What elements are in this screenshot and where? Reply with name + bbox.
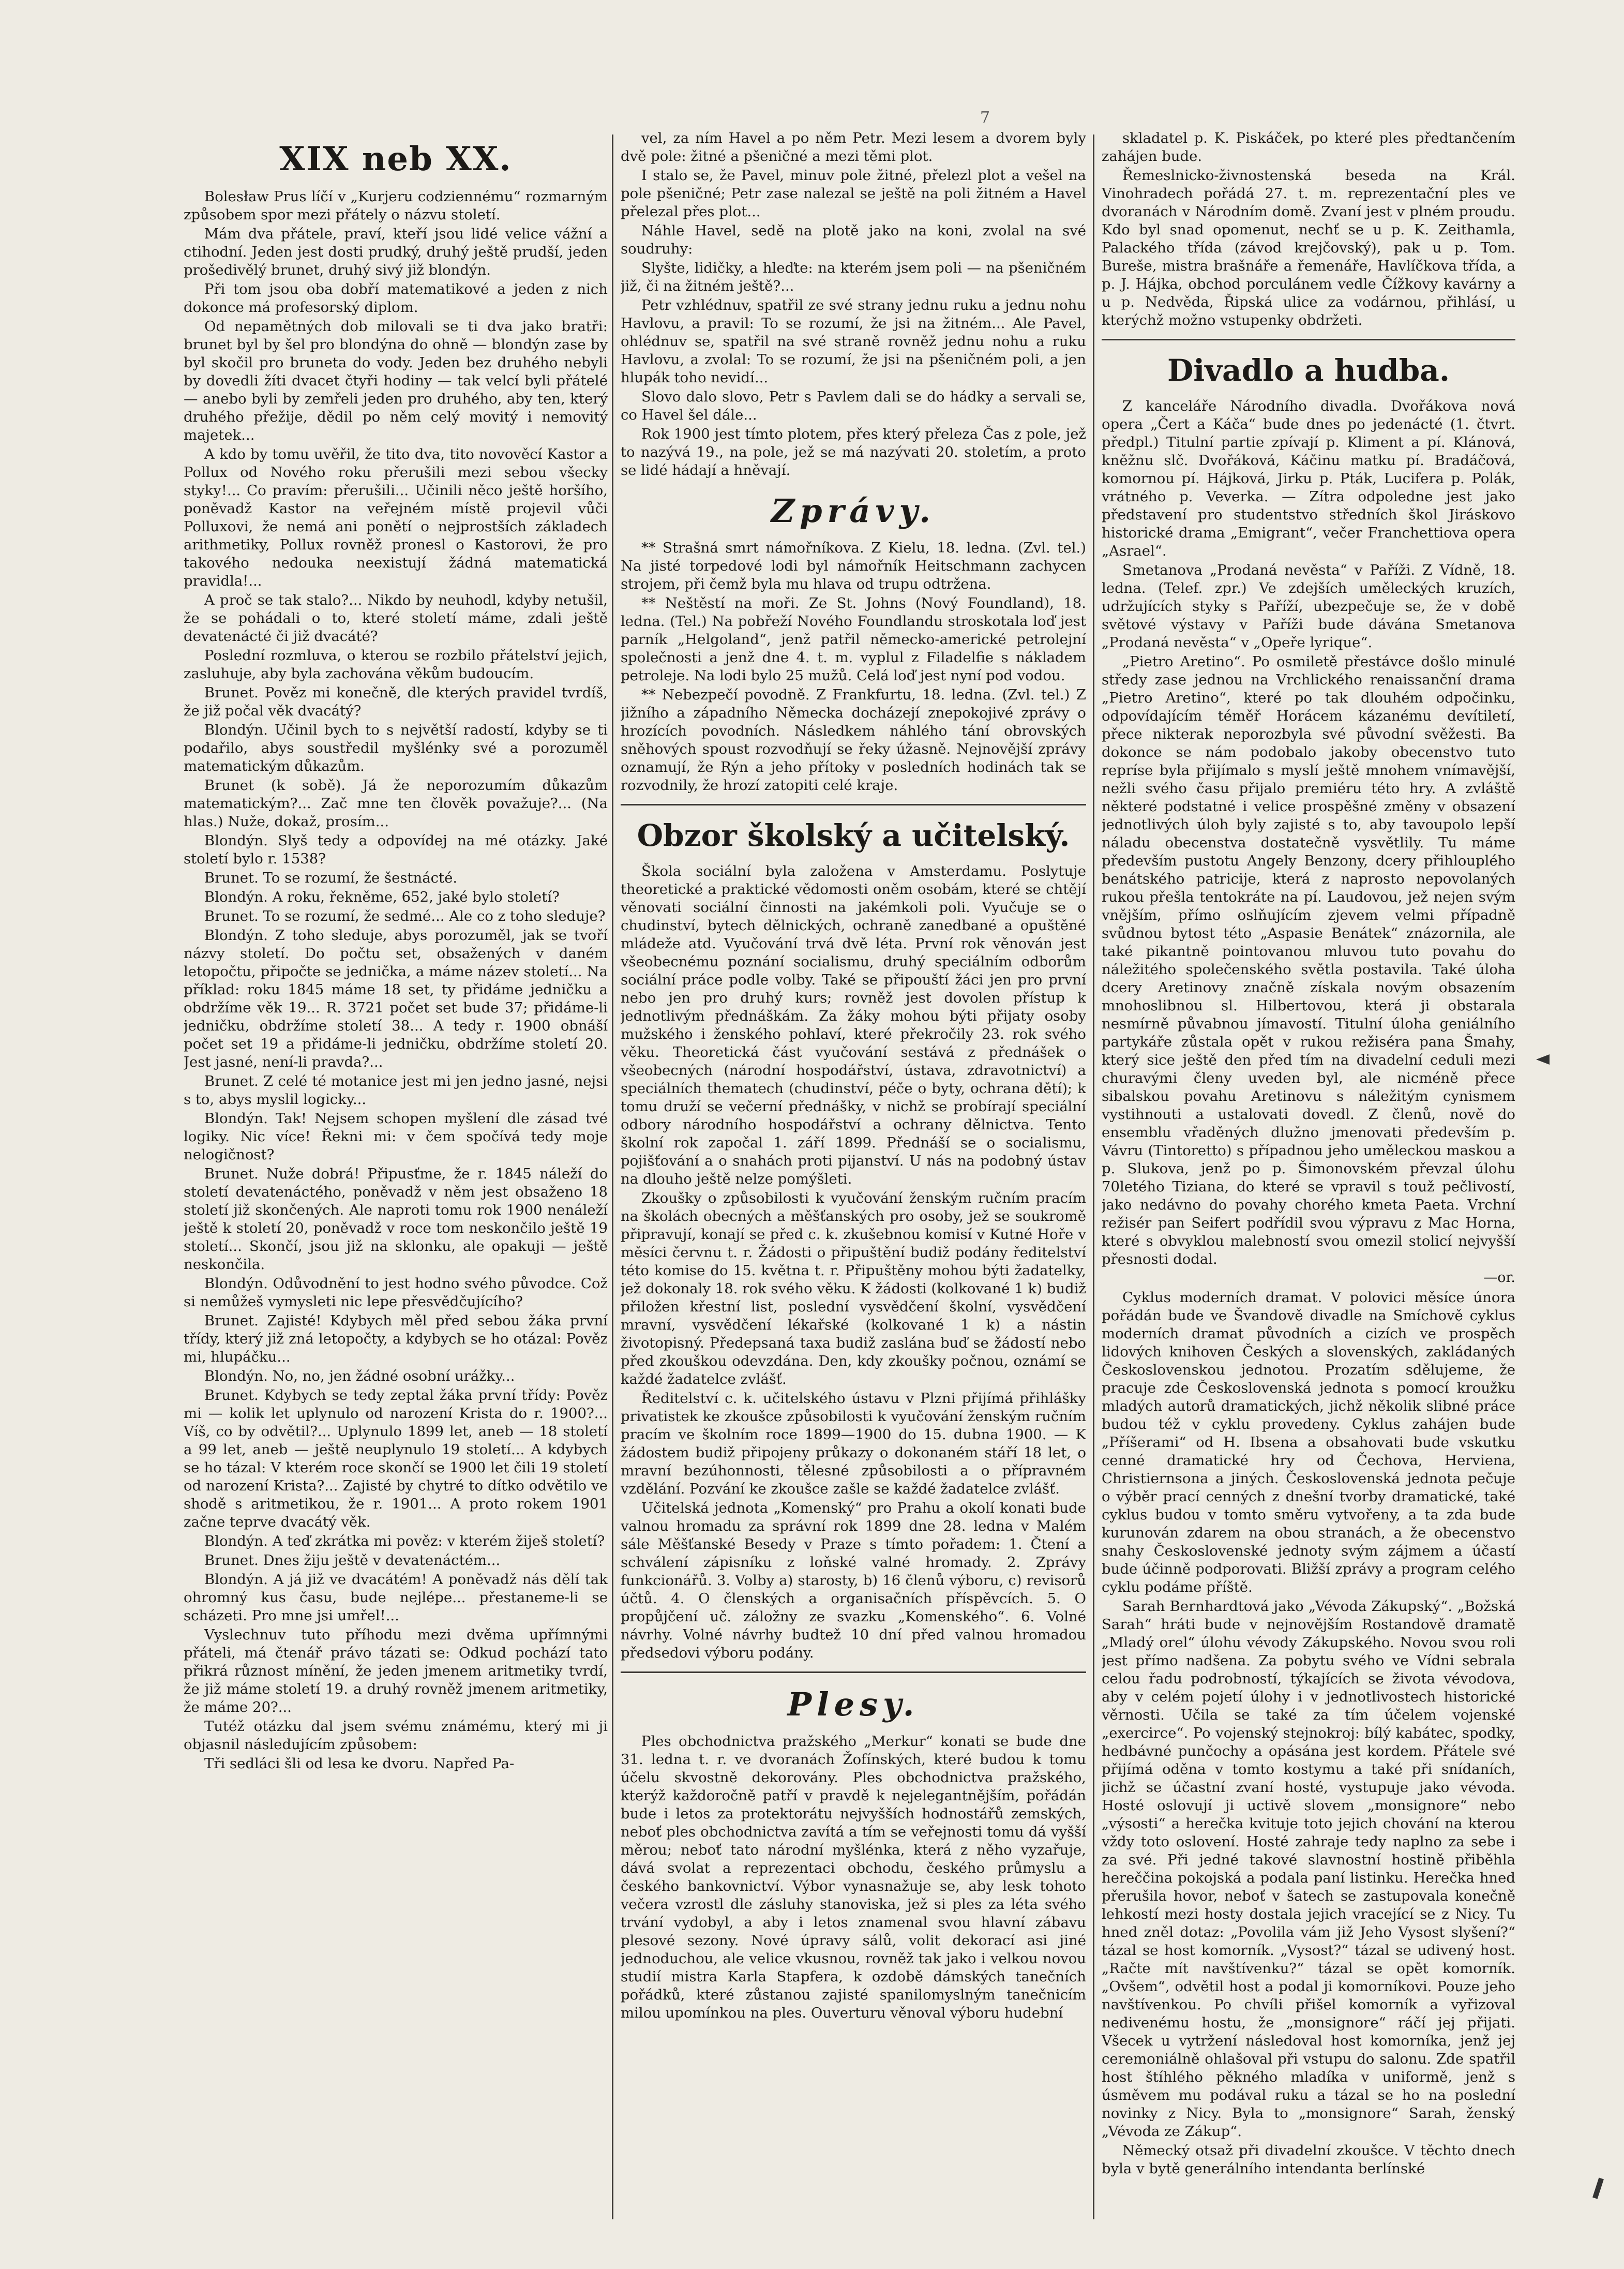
paragraph: Při tom jsou oba dobří matematikové a jeden z nich dokonce má profesorský diplom. xyxy=(184,281,608,316)
paragraph: Brunet. Kdybych se tedy zeptal žáka první třídy: Pověz mi — kolik let uplynulo od narození Krista do r. 1900?... Víš, co by odvětil?... Uplynulo 1899 let, aneb — 18 století a 99 let, aneb — ještě neuplynulo 19 století... A kdybych se ho tázal: V kterém roce skončí se 1900 let čili 19 století od narození Krista?... Zajisté by chytré to dítko odvětilo ve shodě s aritmetikou, že r. 1901... A proto rokem 1901 začne teprve dvacátý věk. xyxy=(184,1387,608,1530)
paragraph: Blondýn. No, no, jen žádné osobní urážky... xyxy=(204,1368,515,1384)
balls-section xyxy=(621,1733,1086,2022)
divider xyxy=(621,1671,1086,1673)
left-arrow-icon xyxy=(1536,1054,1550,1065)
column-rule xyxy=(1093,135,1094,2219)
paragraph: Mám dva přátele, praví, kteří jsou lidé velice vážní a ctihodní. Jeden jest dosti prudký, druhý ještě prudší, jeden prošedivělý brunet, druhý sivý již blondýn. xyxy=(184,226,608,278)
paragraph: Brunet. Pověz mi konečně, dle kterých pravidel tvrdíš, že již počal věk dvacátý? xyxy=(184,684,608,719)
news-section xyxy=(621,539,1086,795)
theatre-item: Cyklus moderních dramat. V polovici měsíce února pořádán bude ve Švandově divadle na Smíchově cyklus moderních dramat původních a cizích ve prospěch lidových knihoven Českých a slovenských, zakládaných Československou jednotou. Prozatím sdělujeme, že pracuje zde Československá jednota s pomocí kroužku mladých autorů dramatických, jichž několik slibné práce budou též v cyklu provedeny. Cyklus zahájen bude „Příšerami“ od H. Ibsena a obsahovati bude vskutku cenné dramatické hry od Čechova, Herviena, Christiernsona a jiných. Československá jednota pečuje o výběr prací cenných z dnešní tvorby dramatické, také cyklus budou v tomto směru vytvořeny, a ta zda bude kurunován zdarem na obou stranách, a že obecenstvo snahy Československé jednoty svým zájmem a účastí bude účinně podporovati. Bližší zprávy a program celého cyklu podáme příště. xyxy=(1102,1289,1515,1595)
paragraph: Brunet. Dnes žiju ještě v devatenáctém... xyxy=(204,1552,501,1569)
paragraph: Slovo dalo slovo, Petr s Pavlem dali se do hádky a servali se, co Havel šel dále... xyxy=(621,389,1086,423)
author-signature: —or. xyxy=(1483,1270,1515,1286)
theatre-item: Německý otsaž při divadelní zkoušce. V těchto dnech byla v bytě generálního intendanta berlínské xyxy=(1102,2142,1515,2177)
paragraph: I stalo se, že Pavel, minuv pole žitné, přelezl plot a vešel na pole pšeničné; Petr zase nalezal se ještě na poli žitném a Havel přelezal přes plot... xyxy=(621,167,1086,220)
school-item: Škola sociální byla založena v Amsterdamu. Poslytuje theoretické a praktické vědomosti oněm osobám, které se chtějí věnovati sociální činnosti na jakémkoli poli. Vyučuje se o chudinství, bytech dělnických, ochraně zanedbané a opuštěné mládeže atd. Vyučování trvá dvě léta. První rok věnován jest všeobecnému poznání socialismu, druhý speciálním odborům sociální práce podle volby. Také se připouští žáci jen pro první nebo jen pro druhý kurs; rovněž jest dovolen přístup k jednotlivým přednáškám. Za žáky mohou býti přijaty osoby mužského i ženského pohlaví, které překročily 23. rok svého věku. Theoretická část vyučování sestává z přednášek o všeobecných (národní hospodářství, ústava, zdravotnictví) a speciálních thematech (chudinství, péče o byty, ochrana dětí); k tomu druží se večerní přednášky, v nichž se probírají speciální odbory národního hospodářství a ochrany dělnictva. Tento školní rok započal 1. září 1899. Přednáší se o socialismu, pojišťování a o snahách proti pijanství. U nás na podobný ústav na dlouho ještě nelze pomýšleti. xyxy=(621,863,1086,1187)
paragraph: Řemeslnicko-živnostenská beseda na Král. Vinohradech pořádá 27. t. m. reprezentační ples ve dvoranách v Národním domě. Zvaní jest v plném proudu. Kdo byl snad opomenut, nechť se u p. K. Zeithamla, Palackého třída (závod krejčovský), pak u p. Tom. Bureše, mistra brašnáře a řemenáře, Havlíčkova třída, a p. J. Hájka, obchod porculánem vedle Čížkovy kavárny a u p. Nedvěda, Řipská ulice za vodárnou, přihlásí, u kterýchž možno vstupenky obdržeti. xyxy=(1102,167,1515,329)
paragraph: Bolesław Prus líčí v „Kurjeru codziennému“ rozmarným způsobem spor mezi přátely o názvu století. xyxy=(184,188,608,223)
paragraph: Brunet (k sobě). Já že neporozumím důkazům matematickým?... Zač mne ten člověk považuje?... (Na hlas.) Nuže, dokaž, prosím... xyxy=(184,777,608,830)
theatre-section xyxy=(1102,397,1515,1268)
news-item: ** Neštěstí na moři. Ze St. Johns (Nový Foundland), 18. ledna. (Tel.) Na pobřeží Nového Foundlandu stroskotala loď jest parník „Helgoland“, jenž patřil německo-americké petrolejní společnosti a jenž dne 4. t. m. vyplul z Filadelfie s nákladem petroleje. Na lodi bylo 25 mužů. Celá loď jest nyní pod vodou. xyxy=(621,595,1086,684)
paragraph: Brunet. Z celé té motanice jest mi jen jedno jasné, nejsi s to, abys myslil logicky... xyxy=(184,1073,608,1108)
paragraph: A kdo by tomu uvěřil, že tito dva, tito novověcí Kastor a Pollux od Nového roku přerušili mezi sebou všecky styky!... Co pravím: přerušili... Učinili něco ještě horšího, poněvadž Kastor na veřejném místě projevil vůči Polluxovi, že nemá ani ponětí o nejprostších základech arithmetiky, Pollux rovněž pronesl o Kastorovi, že pro takového nedouka neexistují žádná matematická pravidla!... xyxy=(184,446,608,589)
paragraph: Rok 1900 jest tímto plotem, přes který přeleza Čas z pole, jež to nazývá 19., na pole, jež se má nazývati 20. stoletím, a proto se lidé hádají a hněvají. xyxy=(621,426,1086,479)
paragraph: vel, za ním Havel a po něm Petr. Mezi lesem a dvorem byly dvě pole: žitné a pšeničné a mezi těmi plot. xyxy=(621,130,1086,165)
article-title: XIX neb XX. xyxy=(279,140,512,178)
theatre-item: Sarah Bernhardtová jako „Vévoda Zákupský“. „Božská Sarah“ hráti bude v nejnovějším Rostandově dramatě „Mladý orel“ úlohu vévody Zákupského. Novou svou roli jest přímo nadšena. Za pobytu svého ve Vídni sebrala celou řadu podrobností, týkajících se života vévodova, aby v celém pojetí úlohy i v jednotlivostech historické věrnosti. Učila se také za tím účelem vojenské „exercirce“. Po vojenský stejnokroj: bílý kabátec, spodky, hedbávné punčochy a opásána jest kordem. Přátele své přijímá oděna v tomto kostymu a také při snídaních, jichž se účastní zvaní hosté, vystupuje jako vévoda. Hosté oslovují ji uctivě slovem „monsignore“ nebo „výsosti“ a herečka kvituje toto jejich chování na kterou vždy toto oslovení. Hosté zahraje tedy naplno za sebe i za své. Při jedné takové slavnostní hostině přiběhla hereččina pokojská a podala paní listinku. Herečka hned přerušila hovor, neboť v šatech se zastupovala konečně lehkostí mezi hosty dostala jejich vracející se z Nicy. Tu hned zněl dotaz: „Povolila vám již Jeho Vysost slyšení?“ tázal se host komorník. „Vysost?“ tázal se udivený host. „Račte mít navštívenku?“ tázal se opět komorník. „Ovšem“, odvětil host a podal ji komorníkovi. Pouze jeho navštívenkou. Po chvíli přišel komorník a vyřizoval nedivenému hostu, že „monsignore“ ráčí jej přijati. Všecek u vytržení následoval host komorníka, jenž jej ceremoniálně ohlašoval při vstupu do salonu. Zde spatřil host štíhlého pěkného mladíka v uniformě, jenž s úsměvem mu podával ruku a tázal se ho na poslední novinky z Nicy. Byla to „monsignore“ Sarah, ženský „Vévoda ze Zákup“. xyxy=(1102,1598,1515,2140)
theatre-item: Smetanova „Prodaná nevěsta“ v Paříži. Z Vídně, 18. ledna. (Telef. zpr.) Ve zdejších uměleckých kruzích, udržujících styky s Paříží, ubezpečuje se, že v době světové výstavy v Paříži bude dávána Smetanova „Prodaná nevěsta“ v „Opeře lyrique“. xyxy=(1102,562,1515,651)
section-title-theatre: Divadlo a hudba. xyxy=(1167,353,1450,388)
paragraph: skladatel p. K. Piskáček, po které ples předtančením zahájen bude. xyxy=(1102,130,1515,165)
paragraph: Blondýn. Učinil bych to s největší radostí, kdyby se ti podařilo, abys soustředil myšlénky své a porozuměl matematickým důkazům. xyxy=(184,722,608,774)
corner-mark-icon xyxy=(1592,2177,1604,2199)
paragraph: Vyslechnuv tuto příhodu mezi dvěma upřímnými přáteli, má čtenář právo tázati se: Odkud pochází tato přikrá různost mínění, že jeden jmenem aritmetiky tvrdí, že již máme století 19. a druhý rovněž jmenem aritmetiky, že máme 20?... xyxy=(184,1626,608,1715)
theatre-item: „Pietro Aretino“. Po osmiletě přestávce došlo minulé středy zase jednou na Vrchlického renaissanční drama „Pietro Aretino“, které po tak dlouhém odpočinku, odpovídajícím téměř Horácem kázanému devítiletí, přece nikterak neporozbyla své původní svěžesti. Ba dokonce se nám podobalo jakoby obecenstvo tuto repríse byla přijímalo s myslí ještě mnohem vnímavější, nežli svého času přijalo premiéru této hry. A zvláště některé podstatné i velice prospěšné změny v obsazení jednotlivých úloh byly zajisté s to, aby tavoupolo lepší náladu obecenstva dostatečně vysvětlily. Tu máme především pustotu Angely Benzony, dcery přihlouplého benátského patricije, která z naprosto nepovolaných rukou přešla tentokráte na pí. Laudovou, jež nejen svým vnějším, přímo oslňujícím zjevem velmi případně svůdnou bytost této „Aspasie Benátek“ znázornila, ale také pikantně pointovanou mluvou tuto povahu do náležitého společenského světla postavila. Také úloha dcery Aretinovy značně získala novým obsazením mnohoslibnou sl. Hilbertovou, která ji obstarala nesmírně půvabnou jímavostí. Titulní úloha geniálního partykáře zůstala opět v rukou režiséra pana Šmahy, který sice ještě den před tím na divadelní ceduli mezi churavými členy uveden byl, ale nicméně přece sibalskou povahu Aretinovu s náležitým cynismem vystihnouti a ustalovati dovedl. Z členů, nově do ensemblu vřaděných dlužno jmenovati především p. Vávru (Tintoretto) s případnou jeho uměleckou maskou a p. Slukova, jenž po p. Šimonovském převzal úlohu 70letého Tiziana, do které se vpravil s touž pečlivostí, jako nedávno do povahy chorého kmeta Paeta. Vrchní režisér pan Seifert podřídil svou výpravu z Mac Horna, které s obvyklou malebností svou omezil stolicí nejvyšší přesnosti dodal. xyxy=(1102,653,1515,1267)
news-item: ** Nebezpečí povodně. Z Frankfurtu, 18. ledna. (Zvl. tel.) Z jižního a západního Německa docházejí znepokojivé zprávy o hrozících povodních. Následkem náhlého tání obrovských sněhových spoust rozvodňují se řeky úžasně. Nejnovější zprávy oznamují, že Rýn a jeho přítoky v posledních hodinách tak se rozvodnily, že hrozí zatopiti celé kraje. xyxy=(621,686,1086,794)
balls-continuation xyxy=(1102,129,1515,330)
paragraph: Petr vzhlédnuv, spatřil ze své strany jednu ruku a jednu nohu Havlovu, a pravil: To se rozumí, že jsi na žitném... Ale Pavel, ohlédnuv se, spatřil na své straně rovněž jednu nohu a ruku Havlovu, a zvolal: To se rozumí, že jsi na pšeničném poli, a jen hlupák toho nevidí... xyxy=(621,297,1086,386)
paragraph: A proč se tak stalo?... Nikdo by neuhodl, kdyby netušil, že se pohádali o to, které století máme, zdali ještě devatenácté či již dvacáté? xyxy=(184,592,608,645)
column-3 xyxy=(1102,129,1515,2209)
paragraph: Brunet. Zajisté! Kdybych měl před sebou žáka první třídy, který již zná letopočty, a kdybych se ho otázal: Pověz mi, hlupáčku... xyxy=(184,1312,608,1365)
school-item: Zkoušky o způsobilosti k vyučování ženským ručním pracím na školách obecných a měšťanských pro osoby, jež se soukromě připravují, konají se před c. k. zkušebnou komisí v Kutné Hoře v měsíci červnu t. r. Žádosti o připuštění budiž podány ředitelství této komise do 15. května t. r. Připuštěny mohou býti žadatelky, jež dokonaly 18. rok svého věku. K žádosti (kolkované 1 k) budiž přiložen křestní list, poslední vysvědčení školní, vysvědčení mravní, vysvědčení lékařské (kolkované 1 k) a nástin životopisný. Předepsaná taxa budiž zaslána buď se žádostí nebo před zkouškou odevzdána. Den, kdy zkoušky počnou, oznámí se každé žadatelce zvlášť. xyxy=(621,1190,1086,1387)
paragraph: Slyšte, lidičky, a hleďte: na kterém jsem poli — na pšeničném již, či na žitném ještě?... xyxy=(621,260,1086,294)
paragraph: Brunet. Nuže dobrá! Připusťme, že r. 1845 náleží do století devatenáctého, poněvadž v něm jest obsaženo 18 století již skončených. Ale naproti tomu rok 1900 nenáleží ještě k století 20, poněvadž v roce tom neskončilo ještě 19 století... Skončí, jsou již na sklonku, ale opakuji — ještě neskončila. xyxy=(184,1166,608,1273)
paragraph: Blondýn. A já již ve dvacátém! A poněvadž nás dělí tak ohromný kus času, bude nejlépe... přestaneme-li se scházeti. Pro mne jsi umřel!... xyxy=(184,1571,608,1624)
paragraph: Od nepamětných dob milovali se ti dva jako bratři: brunet byl by šel pro blondýna do ohně — blondýn zase by byl skočil pro bruneta do vody. Jeden bez druhého nebyli by dovedli žíti dvacet čtyři hodiny — tak velcí byli přátelé — anebo byli by zemřeli jeden pro druhého, aby ten, který druhého přežije, dědil po něm celý movitý i nemovitý majetek... xyxy=(184,318,608,443)
school-section xyxy=(621,862,1086,1662)
paragraph: Blondýn. Odůvodnění to jest hodno svého původce. Což si nemůžeš vymysleti nic lepe přesvědčujícího? xyxy=(184,1275,608,1310)
paragraph: Tři sedláci šli od lesa ke dvoru. Napřed Pa- xyxy=(204,1755,515,1772)
theatre-item: Z kanceláře Národního divadla. Dvořákova nová opera „Čert a Káča“ bude dnes po jedenácté (1. čtvrt. předpl.) Titulní partie zpívají p. Kliment a pí. Klánová, kněžnu slč. Dvořáková, Káčinu matku pí. Bradáčová, komornou pí. Hájková, Jirku p. Pták, Lucifera p. Polák, vrátného p. Veverka. — Zítra odpoledne jest jako představení pro studentstvo středních škol Jiráskovo historické drama „Emigrant“, večer Franchettiova opera „Asrael“. xyxy=(1102,398,1515,559)
section-title-school: Obzor školský a učitelský. xyxy=(637,818,1070,853)
paragraph: Blondýn. Tak! Nejsem schopen myšlení dle zásad tvé logiky. Nic více! Řekni mi: v čem spočívá tedy moje nelogičnost? xyxy=(184,1110,608,1163)
news-item: ** Strašná smrt námořníkova. Z Kielu, 18. ledna. (Zvl. tel.) Na jisté torpedové lodi byl námořník Heitschmann zachycen strojem, při čemž byla mu hlava od trupu odtržena. xyxy=(621,540,1086,592)
theatre-section-continued xyxy=(1102,1289,1515,2178)
paragraph: Brunet. To se rozumí, že sedmé... Ale co z toho sleduje? xyxy=(204,908,606,924)
paragraph: Blondýn. Z toho sleduje, abys porozuměl, jak se tvoří názvy století. Do počtu set, obsažených v daném letopočtu, připočte se jednička, a máme název století... Na příklad: roku 1845 máme 18 set, ty přidáme jedničku a obdržíme věk 19... R. 3721 počet set bude 37; přidáme-li jedničku, obdržíme století 38... A tedy r. 1900 obnáší počet set 19 a přidáme-li jedničku, obdržíme století 20. Jest jasné, není-li pravda?... xyxy=(184,927,608,1070)
article-body xyxy=(184,188,608,1773)
ball-item: Ples obchodnictva pražského „Merkur“ konati se bude dne 31. ledna t. r. ve dvoranách Žofínských, které budou k tomu účelu skvostně dekorovány. Ples obchodnictva pražského, kterýž každoročně patří v pravdě k nejelegantnějším, pořádán bude i letos za protektorátu nejvyšších hodnostářů zemských, neboť ples obchodnictva zavítá a tím se veřejnosti tomu dá vyšší měrou; neboť tato národní myšlénka, která z něho vyzařuje, dává svolat a reprezentaci obchodu, českého průmyslu a českého bankovnictví. Výbor vynasnažuje se, aby lesk tohoto večera vzrostl dle zásluhy stanoviska, jež si ples za léta svého trvání vydobyl, a aby i letos znamenal svou hlavní zábavu plesové sezony. Nové úpravy sálů, volit dekorací asi jiné jednoduchou, ale velice vkusnou, rovněž tak jako i velkou novou studií mistra Karla Stapfera, k ozdobě dámských tanečních pořádků, které zůstanou zajisté spanilomyslným tanečnicím milou upomínkou na ples. Ouverturu věnoval výboru hudební xyxy=(621,1733,1086,2021)
divider xyxy=(1102,339,1515,340)
section-title-balls: Plesy. xyxy=(787,1685,920,1723)
article-continuation xyxy=(621,129,1086,480)
paragraph: Náhle Havel, sedě na plotě jako na koni, zvolal na své soudruhy: xyxy=(621,222,1086,257)
paragraph: Blondýn. Slyš tedy a odpovídej na mé otázky. Jaké století bylo r. 1538? xyxy=(184,832,608,867)
paragraph: Tutéž otázku dal jsem svému známému, který mi ji objasnil následujícím způsobem: xyxy=(184,1718,608,1753)
paragraph: Blondýn. A roku, řekněme, 652, jaké bylo století? xyxy=(204,889,560,905)
paragraph: Poslední rozmluva, o kterou se rozbilo přátelství jejich, zasluhuje, aby byla zachována věkům budoucím. xyxy=(184,647,608,682)
paragraph: Brunet. To se rozumí, že šestnácté. xyxy=(204,870,458,886)
school-item: Učitelská jednota „Komenský“ pro Prahu a okolí konati bude valnou hromadu za správní rok 1899 dne 28. ledna v Malém sále Měšťanské Besedy v Praze s tímto pořadem: 1. Čtení a schválení zápisníku z loňské valné hromady. 2. Zprávy funkcionářů. 3. Volby a) starosty, b) 16 členů výboru, c) revisorů účtů. 4. O členských a organisačních příspěvcích. 5. O propůjčení uč. záložny ze svazku „Komenského“. 6. Volné návrhy. Volné návrhy budtež 10 dní před valnou hromadou předsedovi výboru podány. xyxy=(621,1500,1086,1661)
column-2 xyxy=(621,129,1086,2209)
column-rule xyxy=(612,135,613,2219)
section-title-news: Zprávy. xyxy=(771,492,936,530)
school-item: Ředitelství c. k. učitelského ústavu v Plzni přijímá přihlášky privatistek ke zkoušce způsobilosti k vyučování ženským ručním pracím ve školním roce 1899—1900 do 15. dubna 1900. — K žádostem budiž připojeny průkazy o dokonaném stáří 18 let, o mravní bezúhonnosti, tělesné způsobilosti a o přípravném vzdělání. Pozvání ke zkoušce zašle se každé žadatelce zvlášť. xyxy=(621,1390,1086,1497)
divider xyxy=(621,804,1086,805)
column-1 xyxy=(184,129,608,2209)
page-number: 7 xyxy=(980,109,990,127)
paragraph: Blondýn. A teď zkrátka mi pověz: v kterém žiješ století? xyxy=(204,1533,605,1549)
